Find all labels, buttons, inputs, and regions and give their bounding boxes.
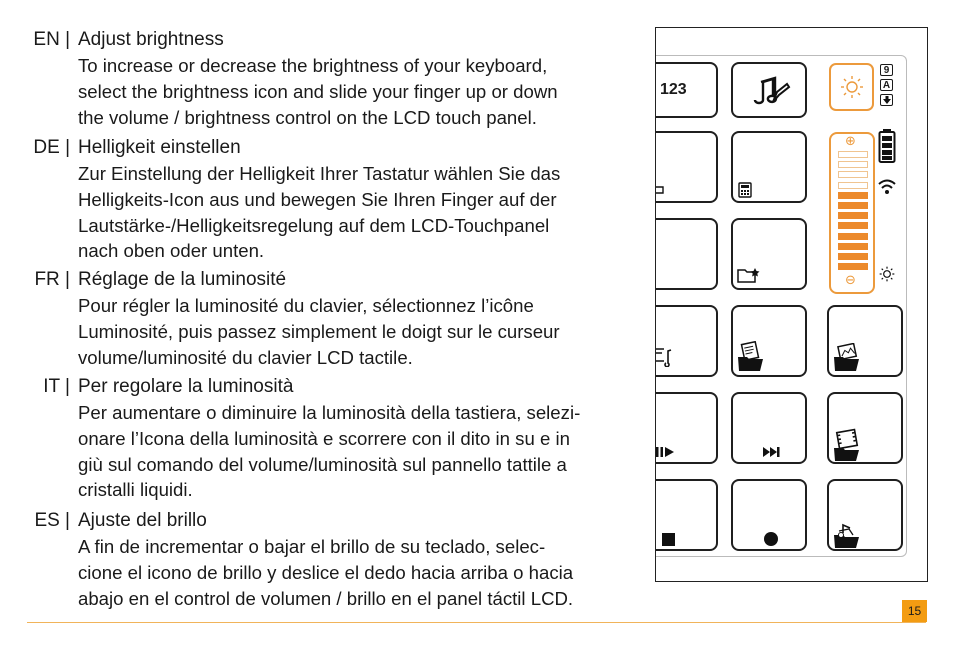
play-pause-icon	[656, 446, 676, 458]
partial-icon	[656, 185, 666, 195]
body-line: Luminosité, puis passez simplement le doigt sur le curseur	[78, 320, 560, 342]
partial-music-icon	[656, 345, 672, 367]
body-line: To increase or decrease the brightness of your keyboard,	[78, 55, 548, 76]
body-line: nach oben oder unten.	[78, 240, 265, 262]
folder-film-icon	[833, 428, 863, 462]
side-key-down[interactable]	[880, 94, 893, 106]
slider-level-segment	[838, 243, 868, 250]
body-line: giù sul comando del volume/luminosità sul pannello tattile a	[78, 453, 567, 475]
slider-level-segment	[838, 182, 868, 189]
slider-level-segment	[838, 151, 868, 158]
body-line: Pour régler la luminosité du clavier, sélectionnez l’icône	[78, 295, 534, 316]
record-icon	[764, 532, 778, 546]
page-number: 15	[902, 600, 927, 622]
volume-brightness-slider[interactable]	[829, 132, 875, 294]
language-label: FR |	[34, 269, 70, 290]
key-left-row3[interactable]	[655, 218, 718, 290]
key-folder-star[interactable]	[731, 218, 807, 290]
body-line: onare l’Icona della luminosità e scorrere con il dito in su e in	[78, 427, 570, 449]
section-body	[78, 53, 638, 130]
body-line: Zur Einstellung der Helligkeit Ihrer Tastatur wählen Sie das	[78, 163, 561, 184]
key-calculator[interactable]	[731, 131, 807, 203]
wifi-icon	[877, 178, 897, 194]
folder-star-icon	[737, 266, 761, 284]
key-folder-image[interactable]	[827, 305, 903, 377]
slider-level-segment	[838, 202, 868, 209]
body-line: volume/luminosité du clavier LCD tactile.	[78, 346, 413, 368]
slider-level-segment	[838, 161, 868, 168]
section-body	[78, 161, 638, 264]
key-123-label: 123	[660, 81, 687, 98]
body-line: cristalli liquidi.	[78, 479, 193, 501]
slider-minus-icon: ⊖	[845, 272, 856, 287]
body-line: Helligkeits-Icon aus und bewegen Sie Ihren Finger auf der	[78, 188, 557, 210]
folder-music-icon	[833, 523, 863, 549]
stop-icon	[662, 533, 675, 546]
section-title: Helligkeit einstellen	[78, 137, 241, 158]
key-left-row2[interactable]	[655, 131, 718, 203]
section-body	[78, 534, 638, 611]
brightness-button[interactable]	[829, 63, 874, 111]
section-title: Adjust brightness	[78, 29, 224, 50]
key-music-edit[interactable]	[731, 62, 807, 118]
next-track-icon	[763, 446, 781, 458]
section-body	[78, 293, 638, 370]
section-title: Réglage de la luminosité	[78, 269, 287, 290]
side-key-a[interactable]: A	[880, 79, 893, 91]
slider-level-segment	[838, 233, 868, 240]
language-label: EN |	[33, 29, 70, 50]
sun-icon	[879, 266, 895, 282]
arrow-down-icon	[882, 95, 892, 105]
footer-rule	[27, 622, 926, 623]
slider-level-segment	[838, 212, 868, 219]
side-key-9[interactable]: 9	[880, 64, 893, 76]
body-line: select the brightness icon and slide your finger up or down	[78, 80, 558, 102]
slider-level-segment	[838, 263, 868, 270]
body-line: the volume / brightness control on the LCD touch panel.	[78, 106, 537, 128]
key-123[interactable]	[655, 62, 718, 118]
slider-level-segment	[838, 192, 868, 199]
key-left-row4[interactable]	[655, 305, 718, 377]
music-edit-icon	[751, 76, 791, 106]
key-next-track[interactable]	[731, 392, 807, 464]
language-label: ES |	[34, 510, 70, 531]
battery-icon	[878, 129, 896, 163]
section-title: Ajuste del brillo	[78, 510, 207, 531]
slider-level-segment	[838, 222, 868, 229]
folder-document-icon	[737, 341, 767, 373]
slider-level-segment	[838, 253, 868, 260]
language-label: IT |	[43, 376, 70, 397]
key-record[interactable]	[731, 479, 807, 551]
language-label: DE |	[33, 137, 70, 158]
folder-image-icon	[833, 343, 863, 373]
key-folder-document[interactable]	[731, 305, 807, 377]
body-line: cione el icono de brillo y deslice el dedo hacia arriba o hacia	[78, 561, 574, 583]
body-line: abajo en el control de volumen / brillo en el panel táctil LCD.	[78, 587, 574, 609]
lcd-touch-panel-illustration	[655, 27, 928, 582]
body-line: A fin de incrementar o bajar el brillo de su teclado, selec-	[78, 536, 546, 557]
slider-level-segment	[838, 171, 868, 178]
brightness-icon	[840, 75, 864, 99]
calculator-icon	[738, 182, 752, 198]
key-folder-film[interactable]	[827, 392, 903, 464]
body-line: Lautstärke-/Helligkeitsregelung auf dem LCD-Touchpanel	[78, 214, 550, 236]
section-title: Per regolare la luminosità	[78, 376, 294, 397]
section-body	[78, 400, 638, 503]
key-folder-music[interactable]	[827, 479, 903, 551]
key-stop[interactable]	[655, 479, 718, 551]
slider-plus-icon: ⊕	[845, 133, 856, 148]
body-line: Per aumentare o diminuire la luminosità della tastiera, selezi-	[78, 402, 581, 423]
key-play-pause[interactable]	[655, 392, 718, 464]
